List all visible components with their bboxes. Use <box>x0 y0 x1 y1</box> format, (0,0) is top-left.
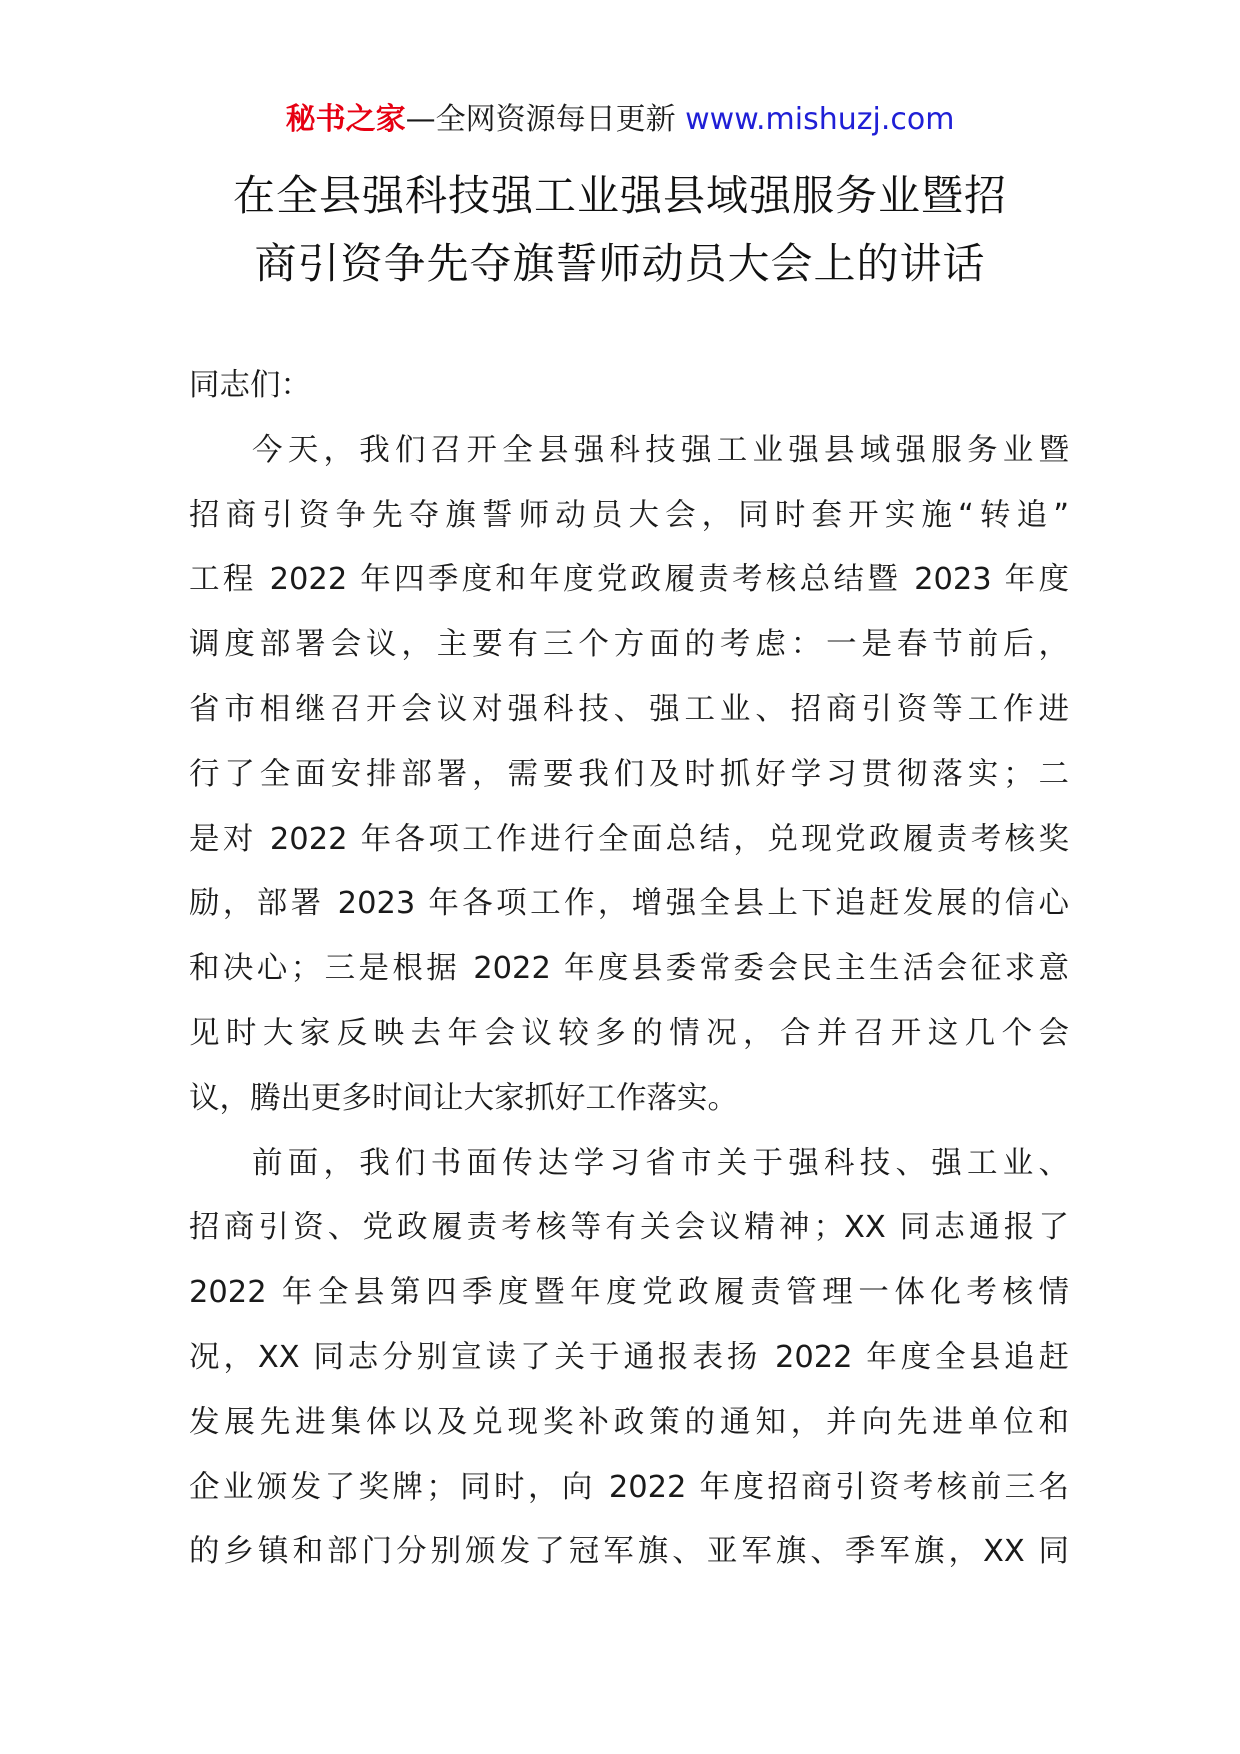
paragraph-line: 前面，我们书面传达学习省市关于强科技、强工业、 <box>252 1145 1069 1181</box>
paragraph-line: 励，部署 2023 年各项工作，增强全县上下追赶发展的信心 <box>189 886 1069 922</box>
paragraph-line: 发展先进集体以及兑现奖补政策的通知，并向先进单位和 <box>189 1404 1069 1440</box>
paragraph-line: 的乡镇和部门分别颁发了冠军旗、亚军旗、季军旗，XX 同 <box>189 1534 1069 1570</box>
title-line: 在全县强科技强工业强县域强服务业暨招 <box>232 171 1007 220</box>
paragraph-line: 企业颁发了奖牌；同时，向 2022 年度招商引资考核前三名 <box>189 1469 1069 1505</box>
brand-name: 秘书之家 <box>285 102 406 137</box>
paragraph-line: 和决心；三是根据 2022 年度县委常委会民主生活会征求意 <box>189 951 1069 987</box>
paragraph-line: 招商引资争先夺旗誓师动员大会，同时套开实施“转追” <box>189 497 1069 533</box>
paragraph-2 <box>189 1132 1069 1586</box>
paragraph-line: 调度部署会议，主要有三个方面的考虑：一是春节前后， <box>189 627 1069 663</box>
paragraph-line: 省市相继召开会议对强科技、强工业、招商引资等工作进 <box>189 691 1069 727</box>
paragraph-line: 招商引资、党政履责考核等有关会议精神；XX 同志通报了 <box>189 1210 1069 1246</box>
paragraph-1 <box>189 419 1069 1132</box>
paragraph-line: 今天，我们召开全县强科技强工业强县域强服务业暨 <box>252 432 1069 468</box>
site-header <box>0 100 1240 140</box>
title-line: 商引资争先夺旗誓师动员大会上的讲话 <box>254 239 986 288</box>
document-title <box>150 162 1090 298</box>
paragraph-line: 工程 2022 年四季度和年度党政履责考核总结暨 2023 年度 <box>189 562 1069 598</box>
paragraph-line: 2022 年全县第四季度暨年度党政履责管理一体化考核情 <box>189 1275 1069 1311</box>
paragraph-line: 是对 2022 年各项工作进行全面总结，兑现党政履责考核奖 <box>189 821 1069 857</box>
header-slogan: —全网资源每日更新 <box>405 102 686 137</box>
site-url-link[interactable]: www.mishuzj.com <box>685 102 955 137</box>
paragraph-line: 行了全面安排部署，需要我们及时抓好学习贯彻落实；二 <box>189 756 1069 792</box>
document-body <box>189 354 1069 1585</box>
salutation: 同志们： <box>189 368 311 403</box>
paragraph-line: 见时大家反映去年会议较多的情况，合并召开这几个会 <box>189 1015 1069 1051</box>
paragraph-line: 况，XX 同志分别宣读了关于通报表扬 2022 年度全县追赶 <box>189 1339 1069 1375</box>
paragraph-line: 议，腾出更多时间让大家抓好工作落实。 <box>189 1080 738 1116</box>
